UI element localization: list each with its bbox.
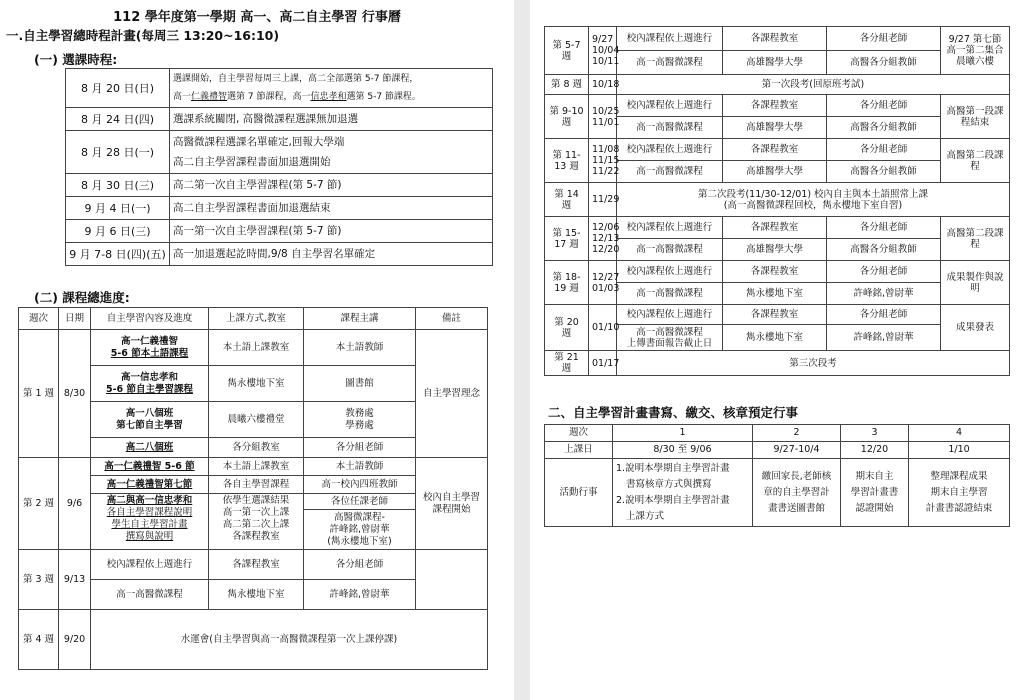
content-cell: 校內課程依上週進行 <box>617 27 723 51</box>
course-progress-heading: (二) 課程總進度: <box>34 290 130 305</box>
date-cell: 12/27 01/03 <box>589 261 617 305</box>
content-cell: 高一高醫微課程 <box>617 51 723 75</box>
column-header: 週次 <box>19 308 59 330</box>
week-cell: 第 1 週 <box>19 330 59 458</box>
week-cell: 第 9-10 週 <box>545 95 589 139</box>
course-selection-schedule-table <box>65 68 493 266</box>
schedule-row <box>66 197 493 220</box>
content-cell: 高一仁義禮智 5-6 節 <box>91 458 209 476</box>
mode-cell: 高雄醫學大學 <box>723 51 827 75</box>
activity-cell: 繳回家長,老師核 章的自主學習計 畫書送圖書館 <box>753 459 841 527</box>
schedule-date: 9 月 4 日(一) <box>66 197 170 220</box>
schedule-date: 8 月 24 日(四) <box>66 108 170 131</box>
mode-cell: 高雄醫學大學 <box>723 239 827 261</box>
lecturer-cell: 許峰銘,曾尉華 <box>827 283 941 305</box>
table-header-row <box>19 308 488 330</box>
plan-submission-table <box>544 424 1010 527</box>
table-row <box>545 425 1010 442</box>
schedule-content: 高一加退選起訖時間,9/8 自主學習名單確定 <box>170 243 493 266</box>
date-cell: 12/06 12/13 12/20 <box>589 217 617 261</box>
span-cell: 第二次段考(11/30-12/01) 校內自主與本土語照常上課 (高一高醫微課程回校，雋永樓地下室自習) <box>617 183 1010 217</box>
mode-cell: 高雄醫學大學 <box>723 117 827 139</box>
date-cell: 8/30 <box>59 330 91 458</box>
date-cell: 11/08 11/15 11/22 <box>589 139 617 183</box>
mode-cell: 各課程教室 <box>723 95 827 117</box>
mode-cell: 本土語上課教室 <box>209 330 304 366</box>
mode-cell: 各課程教室 <box>723 305 827 325</box>
mode-cell: 各分組教室 <box>209 438 304 458</box>
date-cell: 10/18 <box>589 75 617 95</box>
schedule-row <box>66 220 493 243</box>
schedule-content: 選課開始，自主學習每周三上課，高二全部選第 5-7 節課程， 高一仁義禮智選第 7 節課程，高一信忠孝和選第 5-7 節課程。 <box>170 69 493 108</box>
week-cell: 第 18-19 週 <box>545 261 589 305</box>
note-cell <box>416 550 488 610</box>
date-cell: 9/6 <box>59 458 91 550</box>
lecturer-cell: 高醫微課程- 許峰銘,曾尉華 (雋永樓地下室) <box>304 510 416 550</box>
content-cell: 校內課程依上週進行 <box>617 305 723 325</box>
row-header: 週次 <box>545 425 613 442</box>
table-row <box>545 27 1010 51</box>
week-cell: 1 <box>613 425 753 442</box>
date-cell: 10/25 11/01 <box>589 95 617 139</box>
table-row <box>19 550 488 580</box>
lecturer-cell: 圖書館 <box>304 366 416 402</box>
week-cell: 第 4 週 <box>19 610 59 670</box>
lecturer-cell: 高醫各分組教師 <box>827 51 941 75</box>
lecturer-cell: 許峰銘,曾尉華 <box>304 580 416 610</box>
table-row <box>19 610 488 670</box>
schedule-date: 9 月 7-8 日(四)(五) <box>66 243 170 266</box>
span-cell: 水運會(自主學習與高一高醫微課程第一次上課停課) <box>91 610 488 670</box>
column-header: 課程主講 <box>304 308 416 330</box>
week-cell: 第 20 週 <box>545 305 589 351</box>
column-header: 備註 <box>416 308 488 330</box>
schedule-row <box>66 69 493 108</box>
table-row <box>545 351 1010 376</box>
lecturer-cell: 各分組老師 <box>304 550 416 580</box>
lecturer-cell: 教務處 學務處 <box>304 402 416 438</box>
document-title: 112 學年度第一學期 高一、高二自主學習 行事曆 <box>113 10 401 25</box>
content-cell: 高一高醫微課程 <box>617 117 723 139</box>
note-cell: 校內自主學習課程開始 <box>416 458 488 550</box>
week-cell: 第 14 週 <box>545 183 589 217</box>
date-cell: 12/20 <box>841 442 909 459</box>
document-page-right <box>530 0 1024 700</box>
table-row <box>545 75 1010 95</box>
mode-cell: 晨曦六樓禮堂 <box>209 402 304 438</box>
table-row <box>545 139 1010 161</box>
date-cell: 9/27-10/4 <box>753 442 841 459</box>
content-cell: 校內課程依上週進行 <box>91 550 209 580</box>
note-cell: 高醫第一段課程結束 <box>941 95 1010 139</box>
table-row <box>545 459 1010 527</box>
lecturer-cell: 各分組老師 <box>827 305 941 325</box>
table-row <box>545 261 1010 283</box>
week-cell: 3 <box>841 425 909 442</box>
content-cell: 校內課程依上週進行 <box>617 217 723 239</box>
content-cell: 高一仁義禮智 5-6 節本土語課程 <box>91 330 209 366</box>
course-progress-table-part1 <box>18 307 488 670</box>
column-header: 自主學習內容及進度 <box>91 308 209 330</box>
date-cell: 11/29 <box>589 183 617 217</box>
lecturer-cell: 各分組老師 <box>827 261 941 283</box>
course-progress-table-part2 <box>544 26 1010 376</box>
plan-schedule-heading: 二、自主學習計畫書寫、繳交、核章預定行事 <box>548 405 799 420</box>
content-cell: 高一高醫微課程 上傳書面報告截止日 <box>617 325 723 351</box>
mode-cell: 各自主學習課程 <box>209 476 304 494</box>
schedule-row <box>66 108 493 131</box>
schedule-content: 高二第一次自主學習課程(第 5-7 節) <box>170 174 493 197</box>
table-row <box>19 458 488 476</box>
schedule-content: 高二自主學習課程書面加退選結束 <box>170 197 493 220</box>
date-cell: 9/27 10/04 10/11 <box>589 27 617 75</box>
content-cell: 高一八個班 第七節自主學習 <box>91 402 209 438</box>
span-cell: 第一次段考(回原班考試) <box>617 75 1010 95</box>
mode-cell: 各課程教室 <box>723 261 827 283</box>
schedule-date: 8 月 30 日(三) <box>66 174 170 197</box>
content-cell: 高二八個班 <box>91 438 209 458</box>
week-cell: 2 <box>753 425 841 442</box>
schedule-row <box>66 243 493 266</box>
activity-cell: 1.說明本學期自主學習計畫 書寫核章方式與撰寫 2.說明本學期自主學習計畫 上課方式 <box>613 459 753 527</box>
table-row <box>545 95 1010 117</box>
table-row <box>545 183 1010 217</box>
content-cell: 高一高醫微課程 <box>617 283 723 305</box>
mode-cell: 雋永樓地下室 <box>209 366 304 402</box>
date-cell: 9/20 <box>59 610 91 670</box>
note-cell: 成果製作與說明 <box>941 261 1010 305</box>
schedule-content: 高醫微課程選課名單確定,回報大學端 高二自主學習課程書面加退選開始 <box>170 131 493 174</box>
date-cell: 01/10 <box>589 305 617 351</box>
week-cell: 第 11-13 週 <box>545 139 589 183</box>
week-cell: 第 15-17 週 <box>545 217 589 261</box>
lecturer-cell: 許峰銘,曾尉華 <box>827 325 941 351</box>
lecturer-cell: 高一校內四班教師 <box>304 476 416 494</box>
mode-cell: 本土語上課教室 <box>209 458 304 476</box>
note-cell: 9/27 第七節高一第二集合晨曦六樓 <box>941 27 1010 75</box>
table-row <box>545 305 1010 325</box>
content-cell: 校內課程依上週進行 <box>617 95 723 117</box>
content-cell: 高二與高一信忠孝和 各自主學習課程說明 學生自主學習計畫 撰寫與說明 <box>91 494 209 550</box>
content-cell: 高一信忠孝和 5-6 節自主學習課程 <box>91 366 209 402</box>
schedule-date: 8 月 28 日(一) <box>66 131 170 174</box>
week-cell: 第 21 週 <box>545 351 589 376</box>
date-cell: 01/17 <box>589 351 617 376</box>
date-cell: 9/13 <box>59 550 91 610</box>
week-cell: 第 5-7 週 <box>545 27 589 75</box>
section1-heading: 一.自主學習總時程計畫(每周三 13:20~16:10) <box>6 28 280 43</box>
lecturer-cell: 高醫各分組教師 <box>827 239 941 261</box>
note-cell: 高醫第二段課程 <box>941 139 1010 183</box>
row-header: 活動行事 <box>545 459 613 527</box>
week-cell: 第 8 週 <box>545 75 589 95</box>
schedule-content: 高一第一次自主學習課程(第 5-7 節) <box>170 220 493 243</box>
schedule-row <box>66 131 493 174</box>
lecturer-cell: 本土語教師 <box>304 458 416 476</box>
mode-cell: 各課程教室 <box>723 139 827 161</box>
date-cell: 1/10 <box>909 442 1010 459</box>
week-cell: 第 3 週 <box>19 550 59 610</box>
note-cell: 高醫第二段課程 <box>941 217 1010 261</box>
content-cell: 高一高醫微課程 <box>91 580 209 610</box>
table-row <box>545 442 1010 459</box>
lecturer-cell: 各分組老師 <box>304 438 416 458</box>
content-cell: 高一高醫微課程 <box>617 239 723 261</box>
column-header: 上課方式,教室 <box>209 308 304 330</box>
content-cell: 高一高醫微課程 <box>617 161 723 183</box>
column-header: 日期 <box>59 308 91 330</box>
table-row <box>545 217 1010 239</box>
mode-cell: 各課程教室 <box>209 550 304 580</box>
mode-cell: 各課程教室 <box>723 27 827 51</box>
mode-cell: 依學生選課結果 高一第一次上課 高二第二次上課 各課程教室 <box>209 494 304 550</box>
note-cell: 成果發表 <box>941 305 1010 351</box>
lecturer-cell: 各分組老師 <box>827 217 941 239</box>
lecturer-cell: 各分組老師 <box>827 27 941 51</box>
activity-cell: 整理課程成果 期末自主學習 計畫書認證結束 <box>909 459 1010 527</box>
schedule-row <box>66 174 493 197</box>
schedule-content: 選課系統關閉, 高醫微課程選課無加退選 <box>170 108 493 131</box>
content-cell: 校內課程依上週進行 <box>617 261 723 283</box>
lecturer-cell: 本土語教師 <box>304 330 416 366</box>
week-cell: 4 <box>909 425 1010 442</box>
mode-cell: 高雄醫學大學 <box>723 161 827 183</box>
lecturer-cell: 各分組老師 <box>827 139 941 161</box>
table-row <box>19 330 488 366</box>
lecturer-cell: 高醫各分組教師 <box>827 161 941 183</box>
lecturer-cell: 各分組老師 <box>827 95 941 117</box>
mode-cell: 雋永樓地下室 <box>723 283 827 305</box>
schedule-date: 8 月 20 日(日) <box>66 69 170 108</box>
course-selection-heading: (一) 選課時程: <box>34 52 118 67</box>
mode-cell: 雋永樓地下室 <box>723 325 827 351</box>
content-cell: 高一仁義禮智第七節 <box>91 476 209 494</box>
note-cell: 自主學習理念 <box>416 330 488 458</box>
mode-cell: 雋永樓地下室 <box>209 580 304 610</box>
row-header: 上課日 <box>545 442 613 459</box>
span-cell: 第三次段考 <box>617 351 1010 376</box>
lecturer-cell: 各位任課老師 <box>304 494 416 510</box>
activity-cell: 期末自主 學習計畫書 認證開始 <box>841 459 909 527</box>
lecturer-cell: 高醫各分組教師 <box>827 117 941 139</box>
schedule-date: 9 月 6 日(三) <box>66 220 170 243</box>
date-cell: 8/30 至 9/06 <box>613 442 753 459</box>
mode-cell: 各課程教室 <box>723 217 827 239</box>
week-cell: 第 2 週 <box>19 458 59 550</box>
content-cell: 校內課程依上週進行 <box>617 139 723 161</box>
